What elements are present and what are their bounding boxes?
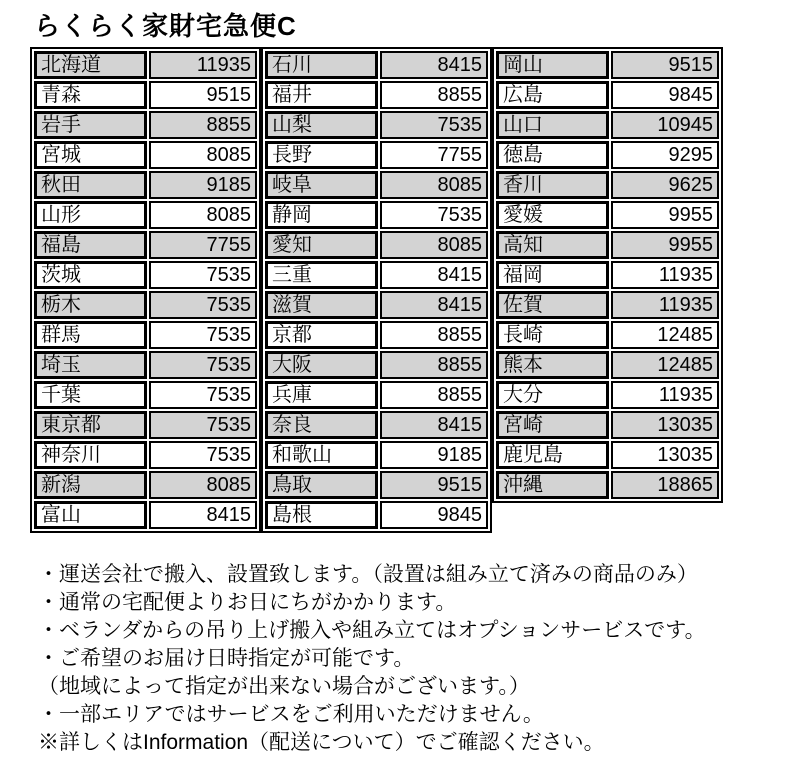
prefecture-cell: 栃木 <box>34 291 147 319</box>
prefecture-cell: 静岡 <box>265 201 378 229</box>
price-cell: 8415 <box>380 51 488 79</box>
table-row <box>496 261 719 289</box>
price-cell: 7755 <box>149 231 257 259</box>
price-cell: 11935 <box>611 291 719 319</box>
prefecture-cell: 千葉 <box>34 381 147 409</box>
price-cell: 7535 <box>149 441 257 469</box>
prefecture-cell: 京都 <box>265 321 378 349</box>
note-line: ・運送会社で搬入、設置致します。（設置は組み立て済みの商品のみ） <box>38 563 698 586</box>
price-cell: 7535 <box>149 381 257 409</box>
price-cell: 9845 <box>611 81 719 109</box>
prefecture-cell: 神奈川 <box>34 441 147 469</box>
price-cell: 12485 <box>611 351 719 379</box>
price-cell: 8855 <box>380 81 488 109</box>
prefecture-cell: 石川 <box>265 51 378 79</box>
note-line: ・一部エリアではサービスをご利用いただけません。 <box>38 703 544 726</box>
table-row <box>34 111 257 139</box>
table-row <box>34 351 257 379</box>
prefecture-cell: 愛媛 <box>496 201 609 229</box>
prefecture-cell: 佐賀 <box>496 291 609 319</box>
price-cell: 8855 <box>149 111 257 139</box>
prefecture-cell: 北海道 <box>34 51 147 79</box>
note-line: ・通常の宅配便よりお日にちがかかります。 <box>38 591 457 614</box>
table-row <box>34 261 257 289</box>
table-row <box>34 291 257 319</box>
prefecture-cell: 宮城 <box>34 141 147 169</box>
table-row <box>34 171 257 199</box>
table-row <box>496 111 719 139</box>
price-cell: 13035 <box>611 441 719 469</box>
prefecture-cell: 山形 <box>34 201 147 229</box>
price-cell: 8855 <box>380 351 488 379</box>
prefecture-cell: 奈良 <box>265 411 378 439</box>
prefecture-cell: 福岡 <box>496 261 609 289</box>
prefecture-cell: 長崎 <box>496 321 609 349</box>
prefecture-cell: 兵庫 <box>265 381 378 409</box>
price-cell: 8085 <box>380 171 488 199</box>
prefecture-cell: 山梨 <box>265 111 378 139</box>
table-row <box>265 261 488 289</box>
price-cell: 13035 <box>611 411 719 439</box>
price-cell: 8085 <box>149 471 257 499</box>
price-cell: 7755 <box>380 141 488 169</box>
price-cell: 8085 <box>380 231 488 259</box>
price-cell: 8855 <box>380 381 488 409</box>
price-cell: 10945 <box>611 111 719 139</box>
prefecture-cell: 埼玉 <box>34 351 147 379</box>
table-row <box>265 351 488 379</box>
table-row <box>265 471 488 499</box>
price-cell: 9515 <box>611 51 719 79</box>
table-row <box>265 141 488 169</box>
fee-table-group-2 <box>261 47 492 533</box>
prefecture-cell: 長野 <box>265 141 378 169</box>
note-line: ・ご希望のお届け日時指定が可能です。 <box>38 647 415 670</box>
prefecture-cell: 鳥取 <box>265 471 378 499</box>
table-row <box>265 201 488 229</box>
table-row <box>496 81 719 109</box>
price-cell: 9185 <box>149 171 257 199</box>
fee-table-group-3 <box>492 47 723 503</box>
prefecture-cell: 高知 <box>496 231 609 259</box>
price-cell: 8415 <box>149 501 257 529</box>
table-row <box>265 441 488 469</box>
prefecture-cell: 秋田 <box>34 171 147 199</box>
prefecture-cell: 愛知 <box>265 231 378 259</box>
table-row <box>496 141 719 169</box>
shipping-fee-tables <box>30 47 800 533</box>
table-row <box>34 471 257 499</box>
table-row <box>265 411 488 439</box>
prefecture-cell: 群馬 <box>34 321 147 349</box>
page-title: らくらく家財宅急便C <box>34 11 297 41</box>
table-row <box>265 291 488 319</box>
price-cell: 7535 <box>149 351 257 379</box>
price-cell: 9515 <box>149 81 257 109</box>
table-row <box>34 321 257 349</box>
price-cell: 7535 <box>149 411 257 439</box>
prefecture-cell: 新潟 <box>34 471 147 499</box>
note-line: ・ベランダからの吊り上げ搬入や組み立てはオプションサービスです。 <box>38 619 706 642</box>
prefecture-cell: 岡山 <box>496 51 609 79</box>
table-row <box>265 51 488 79</box>
table-row <box>265 231 488 259</box>
prefecture-cell: 岐阜 <box>265 171 378 199</box>
price-cell: 8415 <box>380 261 488 289</box>
prefecture-cell: 香川 <box>496 171 609 199</box>
prefecture-cell: 大分 <box>496 381 609 409</box>
price-cell: 11935 <box>611 261 719 289</box>
prefecture-cell: 富山 <box>34 501 147 529</box>
prefecture-cell: 鹿児島 <box>496 441 609 469</box>
prefecture-cell: 福島 <box>34 231 147 259</box>
table-row <box>34 231 257 259</box>
price-cell: 9845 <box>380 501 488 529</box>
table-row <box>496 291 719 319</box>
table-row <box>34 201 257 229</box>
prefecture-cell: 三重 <box>265 261 378 289</box>
price-cell: 11935 <box>611 381 719 409</box>
prefecture-cell: 滋賀 <box>265 291 378 319</box>
table-row <box>34 441 257 469</box>
table-row <box>265 381 488 409</box>
prefecture-cell: 島根 <box>265 501 378 529</box>
note-line: （地域によって指定が出来ない場合がございます。） <box>38 675 530 698</box>
price-cell: 8085 <box>149 141 257 169</box>
table-row <box>496 411 719 439</box>
table-row <box>34 501 257 529</box>
prefecture-cell: 茨城 <box>34 261 147 289</box>
fee-table-group-1 <box>30 47 261 533</box>
note-line: ※詳しくはInformation（配送について）でご確認ください。 <box>38 731 605 754</box>
table-row <box>34 411 257 439</box>
prefecture-cell: 大阪 <box>265 351 378 379</box>
price-cell: 7535 <box>149 321 257 349</box>
table-row <box>265 501 488 529</box>
price-cell: 7535 <box>149 291 257 319</box>
price-cell: 12485 <box>611 321 719 349</box>
table-row <box>265 171 488 199</box>
table-row <box>34 381 257 409</box>
table-row <box>265 81 488 109</box>
service-notes <box>38 561 800 757</box>
table-row <box>496 51 719 79</box>
prefecture-cell: 宮崎 <box>496 411 609 439</box>
prefecture-cell: 山口 <box>496 111 609 139</box>
prefecture-cell: 青森 <box>34 81 147 109</box>
table-row <box>496 441 719 469</box>
prefecture-cell: 沖縄 <box>496 471 609 499</box>
prefecture-cell: 和歌山 <box>265 441 378 469</box>
price-cell: 11935 <box>149 51 257 79</box>
price-cell: 9625 <box>611 171 719 199</box>
prefecture-cell: 広島 <box>496 81 609 109</box>
prefecture-cell: 岩手 <box>34 111 147 139</box>
table-row <box>265 321 488 349</box>
prefecture-cell: 徳島 <box>496 141 609 169</box>
table-row <box>496 321 719 349</box>
price-cell: 8855 <box>380 321 488 349</box>
price-cell: 9955 <box>611 201 719 229</box>
price-cell: 8415 <box>380 291 488 319</box>
table-row <box>496 471 719 499</box>
price-cell: 7535 <box>380 201 488 229</box>
price-cell: 9955 <box>611 231 719 259</box>
price-cell: 9515 <box>380 471 488 499</box>
price-cell: 9295 <box>611 141 719 169</box>
table-row <box>496 351 719 379</box>
table-row <box>34 51 257 79</box>
table-row <box>496 171 719 199</box>
prefecture-cell: 熊本 <box>496 351 609 379</box>
price-cell: 9185 <box>380 441 488 469</box>
table-row <box>496 231 719 259</box>
prefecture-cell: 福井 <box>265 81 378 109</box>
table-row <box>34 141 257 169</box>
price-cell: 18865 <box>611 471 719 499</box>
table-row <box>34 81 257 109</box>
price-cell: 8085 <box>149 201 257 229</box>
table-row <box>496 201 719 229</box>
price-cell: 8415 <box>380 411 488 439</box>
table-row <box>496 381 719 409</box>
price-cell: 7535 <box>380 111 488 139</box>
price-cell: 7535 <box>149 261 257 289</box>
table-row <box>265 111 488 139</box>
prefecture-cell: 東京都 <box>34 411 147 439</box>
